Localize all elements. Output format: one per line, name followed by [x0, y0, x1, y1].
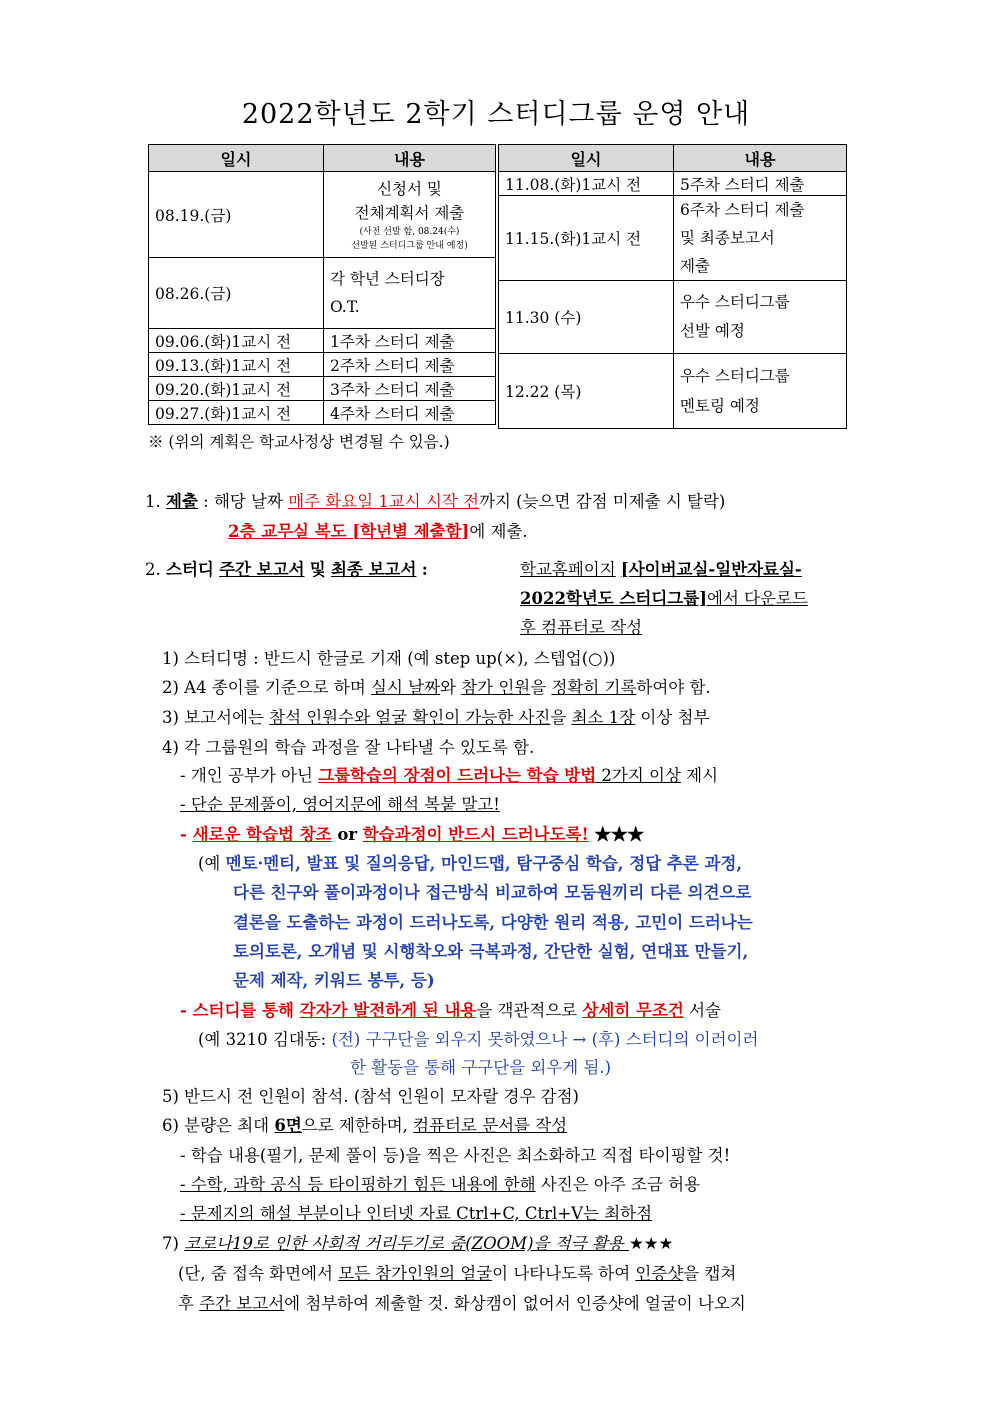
table-cell-content: 4주차 스터디 제출: [324, 401, 496, 425]
table-cell-content: 1주차 스터디 제출: [324, 329, 496, 353]
section-1: 1. 제출 : 해당 날짜 매주 화요일 1교시 시작 전까지 (늦으면 감점 미제출 시 탈락): [145, 492, 726, 511]
content-line: 및 최종보고서: [680, 229, 775, 247]
content-line: 멘토링 예정: [680, 397, 760, 415]
example-line-2: 다른 친구와 풀이과정이나 접근방식 비교하여 모둠원끼리 다른 의견으로: [233, 883, 752, 902]
table-cell-content: [674, 196, 847, 281]
content-line: 우수 스터디그룹: [680, 367, 790, 385]
item-2: 2) A4 종이를 기준으로 하며 실시 날짜와 참가 인원을 정확히 기록하여야 함.: [162, 678, 711, 697]
header-date: 일시: [149, 145, 324, 172]
section-1-line2: 2층 교무실 복도 [학년별 제출함]에 제출.: [228, 522, 528, 541]
table-cell-date: 08.19.(금): [149, 172, 324, 258]
item-4-detail-2: - 단순 문제풀이, 영어지문에 해석 복붙 말고!: [180, 795, 500, 814]
content-note: 선발된 스터디그룹 안내 예정): [351, 240, 468, 251]
content-line: 전체계획서 제출: [354, 203, 465, 222]
item-7-paragraph-1: (단, 줌 접속 화면에서 모든 참가인원의 얼굴이 나타나도록 하여 인증샷을 캡쳐: [178, 1264, 737, 1283]
header-content: 내용: [674, 145, 847, 172]
example-line-3: 결론을 도출하는 과정이 드러나도록, 다양한 원리 적용, 고민이 드러나는: [233, 913, 753, 932]
example-line-7: 한 활동을 통해 구구단을 외우게 됨.): [350, 1058, 612, 1077]
example-line-1: (예 멘토·멘티, 발표 및 질의응답, 마인드맵, 탐구중심 학습, 정답 추론 과정,: [198, 854, 743, 873]
content-line: 제출: [680, 257, 710, 275]
item-4-detail-1: - 개인 공부가 아닌 그룹학습의 장점이 드러나는 학습 방법 2가지 이상 제시: [180, 766, 719, 785]
table-cell-content: [324, 172, 496, 258]
header-content: 내용: [324, 145, 496, 172]
content-note: (사전 선발 함, 08.24(수): [359, 226, 460, 237]
table-cell-date: 09.06.(화)1교시 전: [149, 329, 324, 353]
table-cell-date: 09.27.(화)1교시 전: [149, 401, 324, 425]
example-line-4: 토의토론, 오개념 및 시행착오와 극복과정, 간단한 실험, 연대표 만들기,: [233, 942, 749, 961]
section-2: 2. 스터디 주간 보고서 및 최종 보고서 :: [145, 560, 428, 579]
content-line: O.T.: [330, 298, 360, 316]
schedule-note: ※ (위의 계획은 학교사정상 변경될 수 있음.): [148, 433, 450, 451]
item-3: 3) 보고서에는 참석 인원수와 얼굴 확인이 가능한 사진을 최소 1장 이상 첨부: [162, 708, 710, 727]
section-2-right: 학교홈페이지 [사이버교실-일반자료실-: [520, 560, 802, 579]
schedule-table-left: [148, 144, 496, 425]
example-line-6: (예 3210 김대동: (전) 구구단을 외우지 못하였으나 → (후) 스터디의 이러이러: [198, 1030, 759, 1049]
item-4-detail-4: - 스터디를 통해 각자가 발전하게 된 내용을 객관적으로 상세히 무조건 서술: [180, 1001, 721, 1020]
item-7: 7) 코로나19로 인한 사회적 거리두기로 줌(ZOOM)을 적극 활용 ★★★: [162, 1234, 674, 1253]
item-7-paragraph-2: 후 주간 보고서에 첨부하여 제출할 것. 화상캠이 없어서 인증샷에 얼굴이 나오지: [178, 1294, 746, 1313]
table-cell-content: [674, 281, 847, 354]
example-line-5: 문제 제작, 키워드 봉투, 등): [233, 971, 435, 990]
schedule-table-right: [498, 144, 847, 429]
section-2-right-3: 후 컴퓨터로 작성: [520, 618, 643, 637]
table-cell-date: 08.26.(금): [149, 258, 324, 329]
item-1: 1) 스터디명 : 반드시 한글로 기재 (예 step up(×), 스텝업(○)): [162, 649, 616, 668]
item-6-detail-2: - 수학, 과학 공식 등 타이핑하기 힘든 내용에 한해 사진은 아주 조금 허용: [180, 1175, 701, 1194]
page-title: 2022학년도 2학기 스터디그룹 운영 안내: [241, 99, 751, 130]
table-cell-date: 09.20.(화)1교시 전: [149, 377, 324, 401]
item-6-detail-1: - 학습 내용(필기, 문제 풀이 등)을 찍은 사진은 최소화하고 직접 타이핑할 것!: [180, 1146, 731, 1165]
table-cell-content: [324, 258, 496, 329]
table-cell-date: 09.13.(화)1교시 전: [149, 353, 324, 377]
content-line: 각 학년 스터디장: [330, 270, 445, 288]
item-5: 5) 반드시 전 인원이 참석. (참석 인원이 모자랄 경우 감점): [162, 1087, 579, 1106]
item-4: 4) 각 그룹원의 학습 과정을 잘 나타낼 수 있도록 함.: [162, 738, 535, 757]
section-2-right-2: 2022학년도 스터디그룹]에서 다운로드: [520, 589, 808, 608]
header-date: 일시: [499, 145, 674, 172]
item-6: 6) 분량은 최대 6면으로 제한하며, 컴퓨터로 문서를 작성: [162, 1116, 568, 1135]
item-6-detail-3: - 문제지의 해설 부분이나 인터넷 자료 Ctrl+C, Ctrl+V는 최하점: [180, 1204, 653, 1223]
table-cell-content: 2주차 스터디 제출: [324, 353, 496, 377]
content-line: 6주차 스터디 제출: [680, 201, 805, 219]
table-cell-date: 11.08.(화)1교시 전: [499, 172, 674, 196]
content-line: 신청서 및: [377, 179, 442, 198]
item-4-detail-3: - 새로운 학습법 창조 or 학습과정이 반드시 드러나도록! ★★★: [180, 825, 644, 844]
table-cell-date: 11.30 (수): [499, 281, 674, 354]
table-cell-date: 11.15.(화)1교시 전: [499, 196, 674, 281]
table-cell-content: 3주차 스터디 제출: [324, 377, 496, 401]
content-line: 선발 예정: [680, 322, 745, 340]
table-cell-content: 5주차 스터디 제출: [674, 172, 847, 196]
content-line: 우수 스터디그룹: [680, 293, 790, 311]
table-cell-content: [674, 354, 847, 429]
table-cell-date: 12.22 (목): [499, 354, 674, 429]
